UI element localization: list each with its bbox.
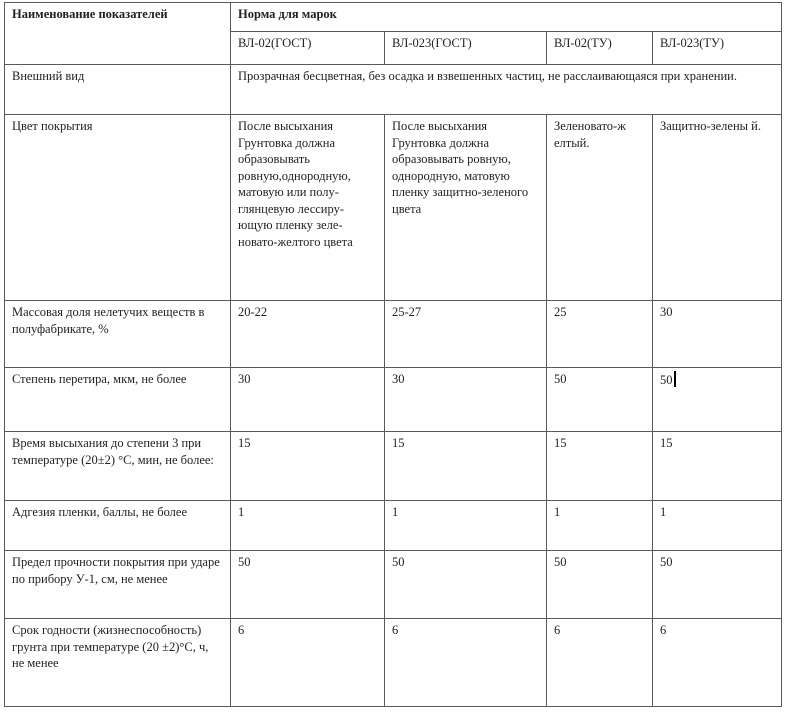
row-label[interactable]: Адгезия пленки, баллы, не более <box>5 501 231 551</box>
table-row <box>5 65 782 115</box>
text-cursor <box>674 371 676 387</box>
table-cell[interactable]: 20-22 <box>231 301 385 368</box>
table-cell[interactable]: 50 <box>231 551 385 619</box>
table-cell[interactable]: 6 <box>547 619 653 707</box>
merged-cell[interactable]: Прозрачная бесцветная, без осадка и взвешенных частиц, не расслаивающаяся при хранении. <box>231 65 782 115</box>
table-cell[interactable]: 6 <box>231 619 385 707</box>
table-cell[interactable] <box>653 368 782 432</box>
table-cell[interactable]: 6 <box>653 619 782 707</box>
table-row <box>5 368 782 432</box>
table-cell[interactable]: 25-27 <box>385 301 547 368</box>
row-label[interactable]: Предел прочности покрытия при ударе по прибору У-1, см, не менее <box>5 551 231 619</box>
brand-header-vl02-tu[interactable]: ВЛ-02(ТУ) <box>547 32 653 65</box>
table-cell[interactable]: 30 <box>231 368 385 432</box>
table-cell[interactable]: 30 <box>385 368 547 432</box>
table-cell[interactable]: 6 <box>385 619 547 707</box>
table-cell[interactable]: 15 <box>547 432 653 501</box>
table-cell[interactable]: 50 <box>547 368 653 432</box>
table-row <box>5 115 782 301</box>
row-label[interactable]: Массовая доля нелетучих веществ в полуфабрикате, % <box>5 301 231 368</box>
table-cell[interactable]: 15 <box>231 432 385 501</box>
table-cell[interactable]: Защитно-зелены й. <box>653 115 782 301</box>
table-row <box>5 432 782 501</box>
table-row <box>5 551 782 619</box>
cell-text: 50 <box>660 373 673 387</box>
table-cell[interactable]: После высыхания Грунтовка должна образовывать ровную, однородную, матовую пленку защитно-зеленого цвета <box>385 115 547 301</box>
table-cell[interactable]: 1 <box>547 501 653 551</box>
norm-column-header[interactable]: Норма для марок <box>231 3 782 32</box>
row-label[interactable]: Цвет покрытия <box>5 115 231 301</box>
table-cell[interactable]: После высыхания Грунтовка должна образовывать ровную,однородную, матовую или полу-глянцевую лессиру-ющую пленку зеле-новато-желтого цвета <box>231 115 385 301</box>
table-cell[interactable]: 1 <box>231 501 385 551</box>
table-row <box>5 619 782 707</box>
table-cell[interactable]: 15 <box>653 432 782 501</box>
table-cell[interactable]: 50 <box>653 551 782 619</box>
table-cell[interactable]: 50 <box>385 551 547 619</box>
table-row <box>5 301 782 368</box>
table-cell[interactable]: 1 <box>653 501 782 551</box>
table-cell[interactable]: 25 <box>547 301 653 368</box>
indicator-column-header[interactable]: Наименование показателей <box>5 3 231 65</box>
row-label[interactable]: Степень перетира, мкм, не более <box>5 368 231 432</box>
table-cell[interactable]: Зеленовато-ж елтый. <box>547 115 653 301</box>
row-label[interactable]: Время высыхания до степени 3 при температуре (20±2) °С, мин, не более: <box>5 432 231 501</box>
table-cell[interactable]: 15 <box>385 432 547 501</box>
brand-header-vl023-gost[interactable]: ВЛ-023(ГОСТ) <box>385 32 547 65</box>
header-row <box>5 3 782 32</box>
table-row <box>5 501 782 551</box>
specification-table <box>4 2 782 707</box>
row-label[interactable]: Срок годности (жизнеспособность) грунта при температуре (20 ±2)°С, ч, не менее <box>5 619 231 707</box>
brand-header-vl023-tu[interactable]: ВЛ-023(ТУ) <box>653 32 782 65</box>
table-cell[interactable]: 30 <box>653 301 782 368</box>
table-cell[interactable]: 1 <box>385 501 547 551</box>
table-cell[interactable]: 50 <box>547 551 653 619</box>
row-label[interactable]: Внешний вид <box>5 65 231 115</box>
brand-header-vl02-gost[interactable]: ВЛ-02(ГОСТ) <box>231 32 385 65</box>
